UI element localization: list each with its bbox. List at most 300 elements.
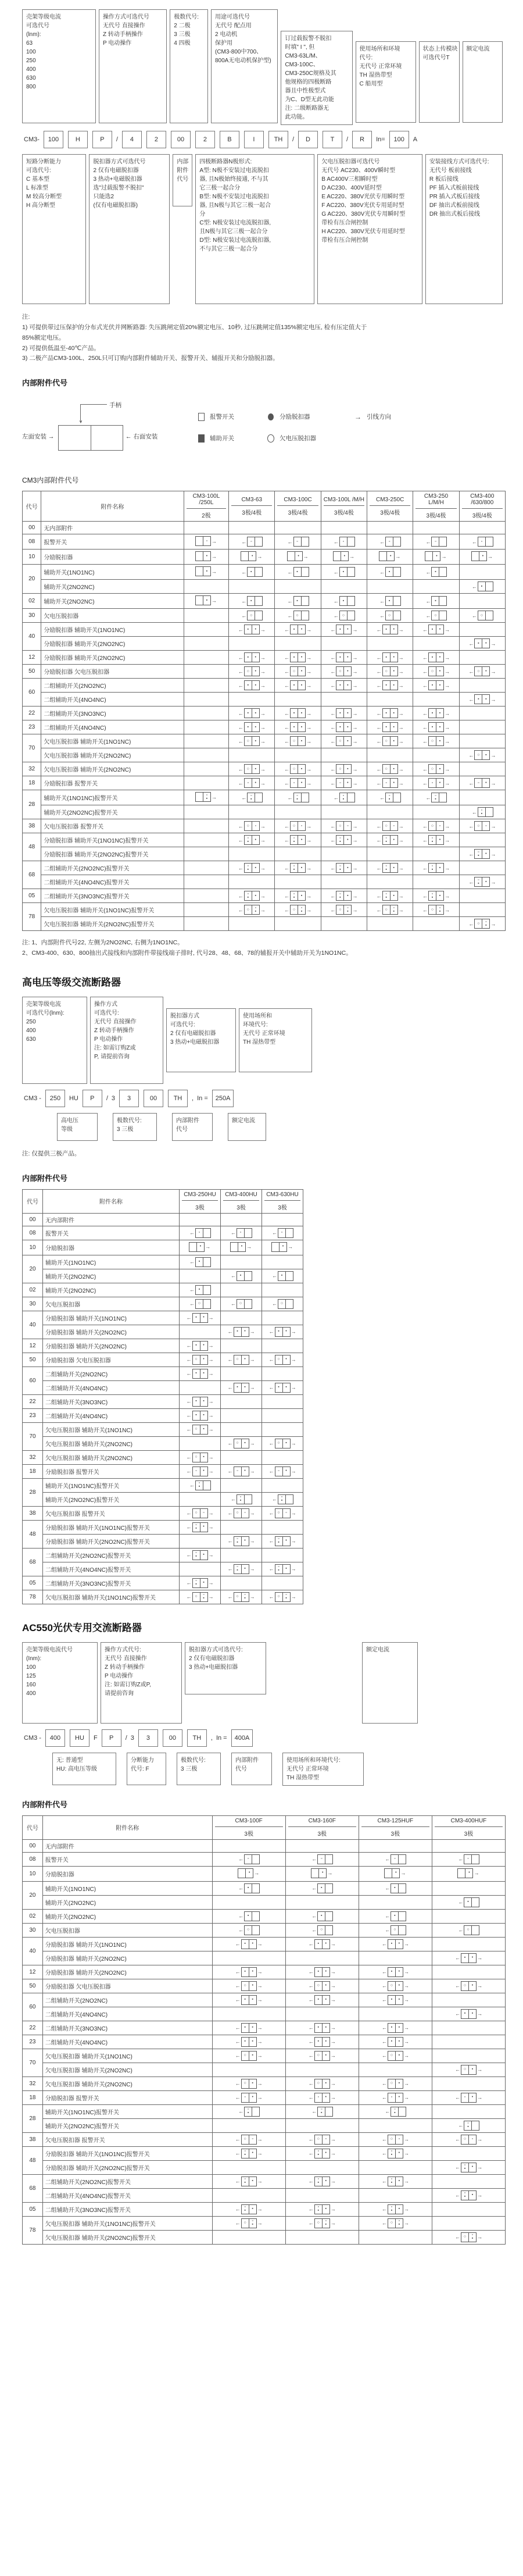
note-line: 3) 二极产品CM3-100L、250L只可订购内部附件辅助开关、报警开关、辅报开关和分励脱扣器。 xyxy=(22,355,279,362)
attachment-position-symbol: ← ▫ ▪ ▪ → xyxy=(235,2204,263,2214)
availability-cell xyxy=(432,2202,505,2216)
attachment-position-symbol: ← ▫ ▪ xyxy=(425,793,447,802)
availability-cell xyxy=(359,1866,432,1881)
attachment-position-symbol: ← ▫ • → xyxy=(329,778,358,788)
availability-cell xyxy=(212,1993,285,2007)
attachment-position-symbol: ← ▫ • → xyxy=(308,2093,336,2103)
attachment-position-symbol: ← ▫ xyxy=(384,1854,406,1864)
attachment-position-symbol: ← ▪ • → xyxy=(235,1939,263,1949)
internal-attachment-heading-3: 内部附件代号 xyxy=(22,1800,68,1809)
attachment-position-symbol: ← ○ ▪ → xyxy=(422,764,450,774)
availability-cell xyxy=(367,651,413,665)
section3-bottom-boxes xyxy=(22,1753,506,1786)
attachment-position-symbol: ← ○ • → xyxy=(235,1981,263,1991)
availability-cell xyxy=(359,1937,432,1951)
attachment-position-symbol: ← ▫ xyxy=(241,537,263,547)
model-code-cell-9: , xyxy=(210,1734,213,1742)
legend-item-3 xyxy=(196,434,266,443)
model-code-cell-0: 250 xyxy=(45,1090,65,1107)
table-row xyxy=(23,1562,303,1576)
attachment-position-symbol: ← ▪ xyxy=(384,1911,406,1921)
availability-cell xyxy=(459,833,505,847)
col-header-model-4: CM3-250C 3极/4极 xyxy=(367,491,413,522)
availability-cell xyxy=(321,580,367,594)
attachment-code: 23 xyxy=(23,720,41,734)
col-header-name: 附件名称 xyxy=(41,491,184,522)
availability-cell xyxy=(212,2049,285,2063)
table-row xyxy=(23,1353,303,1367)
availability-cell xyxy=(413,679,459,693)
availability-cell xyxy=(229,609,275,623)
attachment-position-symbol: ← ▪ xyxy=(333,567,355,577)
availability-cell xyxy=(459,805,505,819)
availability-cell xyxy=(229,665,275,679)
availability-cell xyxy=(367,875,413,889)
availability-cell xyxy=(285,2216,359,2230)
availability-cell xyxy=(359,2160,432,2174)
availability-cell xyxy=(212,1979,285,1993)
attachment-position-symbol: • → xyxy=(379,551,401,561)
attachment-position-symbol: • → xyxy=(471,551,493,561)
model-code-cell-16: In= xyxy=(376,136,385,143)
availability-cell xyxy=(180,1297,221,1311)
table-row xyxy=(23,1464,303,1478)
attachment-code: 78 xyxy=(23,1590,43,1604)
attachment-position-symbol: • → xyxy=(384,1868,406,1878)
availability-cell xyxy=(221,1226,262,1240)
attachment-name: 分励脱扣器 辅助开关(2NO2NC) xyxy=(41,651,184,665)
availability-cell xyxy=(285,1881,359,1895)
attachment-position-symbol: ← ▫ ▪ xyxy=(333,793,355,802)
availability-cell xyxy=(413,594,459,609)
availability-cell xyxy=(459,679,505,693)
availability-cell xyxy=(367,734,413,748)
table-row xyxy=(23,580,506,594)
availability-cell xyxy=(459,693,505,707)
attachment-position-symbol: ← ▫ ▪ xyxy=(379,793,401,802)
attachment-code: 60 xyxy=(23,1993,43,2021)
attachment-code: 05 xyxy=(23,1576,43,1590)
attachment-code: 70 xyxy=(23,734,41,762)
attachment-legend xyxy=(22,396,506,466)
attachment-name: 欠电压脱扣器 报警开关 xyxy=(41,819,184,833)
availability-cell xyxy=(262,1464,303,1478)
lead-direction-arrow-icon: → xyxy=(354,412,361,421)
availability-cell xyxy=(212,2104,285,2118)
attachment-position-symbol: ← ▫ ▪ ▪ → xyxy=(227,1564,256,1574)
attachment-name: 分励脱扣器 辅助开关(1NO1NC) xyxy=(41,623,184,637)
availability-cell xyxy=(367,637,413,651)
availability-cell xyxy=(275,790,321,805)
availability-cell xyxy=(212,1881,285,1895)
attachment-position-symbol: ← ▫ • → xyxy=(422,778,450,788)
attachment-code: 28 xyxy=(23,1478,43,1506)
availability-cell xyxy=(432,1937,505,1951)
availability-cell xyxy=(184,805,228,819)
attachment-code: 38 xyxy=(23,2132,43,2146)
attachment-name: 欠电压脱扣器 辅助开关(2NO2NC) xyxy=(41,762,184,776)
availability-cell xyxy=(359,2035,432,2049)
spec-box-s3-bottom-0: 无: 普通型 HU: 高电压等级 xyxy=(52,1753,116,1785)
attachment-position-symbol: ← ▪ • → xyxy=(376,652,404,662)
table-row xyxy=(23,762,506,776)
availability-cell xyxy=(229,776,275,790)
section3-model-line xyxy=(22,1729,506,1747)
attachment-code: 12 xyxy=(23,1965,43,1979)
model-code-cell-4: 4 xyxy=(122,131,142,148)
legend-item-1 xyxy=(266,412,353,421)
attachment-position-symbol: ← ○ ▫ → xyxy=(468,821,496,831)
attachment-position-symbol: ← ▫ ▪ • → xyxy=(268,1536,297,1546)
availability-cell xyxy=(321,707,367,720)
availability-cell xyxy=(285,1951,359,1965)
availability-cell xyxy=(359,2104,432,2118)
note-line: 85%额定电压。 xyxy=(22,334,65,341)
availability-cell xyxy=(262,1576,303,1590)
attachment-position-symbol: ← ○ • → xyxy=(186,1355,214,1365)
table-row xyxy=(23,1436,303,1450)
attachment-code: 68 xyxy=(23,1548,43,1576)
availability-cell xyxy=(285,2118,359,2132)
availability-cell xyxy=(229,637,275,651)
section2-bottom-boxes xyxy=(22,1113,506,1141)
table-row xyxy=(23,550,506,565)
attachment-position-symbol: ← ▪ xyxy=(189,1285,211,1295)
attachment-position-symbol: ← ○ ▪ → xyxy=(238,764,266,774)
availability-cell xyxy=(229,720,275,734)
attachment-position-symbol: ← ○ • → xyxy=(268,1355,297,1365)
availability-cell xyxy=(285,1993,359,2007)
attachment-position-symbol: ← ○ ▫ ▪ → xyxy=(238,905,266,915)
model-code-cell-14: / xyxy=(346,136,349,143)
availability-cell xyxy=(359,1965,432,1979)
spec-box-s2-bottom-3: 额定电流 xyxy=(228,1113,266,1141)
attachment-name: 二组辅助开关(2NO2NC)报警开关 xyxy=(43,1548,180,1562)
attachment-position-symbol: ← ▫ ▪ • → xyxy=(308,2149,336,2158)
attachment-name: 辅助开关(1NO1NC) xyxy=(43,1255,180,1269)
table-row xyxy=(23,1506,303,1520)
attachment-name: 欠电压脱扣器 xyxy=(41,609,184,623)
attachment-position-symbol: ← ▪ • → xyxy=(238,652,266,662)
availability-cell xyxy=(321,623,367,637)
section2-note: 注: 仅提供三极产品。 xyxy=(22,1150,81,1157)
availability-cell xyxy=(321,790,367,805)
attachment-name: 欠电压脱扣器 辅助开关(1NO1NC)报警开关 xyxy=(43,1590,180,1604)
table-row xyxy=(23,1255,303,1269)
attachment-name: 辅助开关(1NO1NC)报警开关 xyxy=(41,790,184,805)
availability-cell xyxy=(180,1436,221,1450)
attachment-position-symbol: ← ▪ • → xyxy=(422,652,450,662)
model-code-cell-2: F xyxy=(93,1734,98,1742)
attachment-position-symbol: ← ▪ xyxy=(425,596,447,606)
availability-cell xyxy=(229,550,275,565)
attachment-name: 欠电压脱扣器 辅助开关(2NO2NC)报警开关 xyxy=(42,2230,212,2244)
availability-cell xyxy=(180,1269,221,1283)
table-row xyxy=(23,1297,303,1311)
attachment-code: 08 xyxy=(23,1226,43,1240)
availability-cell xyxy=(359,2090,432,2104)
availability-cell xyxy=(275,623,321,637)
spec-box-s2-bottom-0: 高电压 等级 xyxy=(57,1113,98,1141)
attachment-code: 40 xyxy=(23,1311,43,1339)
spec-box-s2-top-2: 脱扣器方式 可选代号: 2 仅有电磁脱扣器 3 热动+电磁脱扣器 xyxy=(166,1008,236,1072)
attachment-name: 无内部附件 xyxy=(41,522,184,534)
attachment-code: 12 xyxy=(23,651,41,665)
availability-cell xyxy=(212,1839,285,1852)
attachment-position-symbol: ← ▫ xyxy=(333,537,355,547)
attachment-name: 二组辅助开关(2NO2NC)报警开关 xyxy=(41,861,184,875)
table-row xyxy=(23,1450,303,1464)
attachment-position-symbol: ← ○ xyxy=(271,1299,293,1309)
attachment-name: 欠电压脱扣器 辅助开关(2NO2NC)报警开关 xyxy=(41,917,184,931)
availability-cell xyxy=(184,623,228,637)
attachment-code: 48 xyxy=(23,2146,43,2174)
availability-cell xyxy=(359,2216,432,2230)
table-row xyxy=(23,1492,303,1506)
attachment-position-symbol: ← ▪ xyxy=(457,1897,479,1907)
table1-notes xyxy=(22,938,506,959)
legend-label: 引线方向 xyxy=(367,413,391,421)
model-code-cell-10: TH xyxy=(268,131,288,148)
attachment-name: 二组辅助开关(4NO4NC) xyxy=(43,1380,180,1394)
model-code-cell-4: 3 xyxy=(111,1094,116,1102)
attachment-position-symbol: ← ▪ ▪ → xyxy=(308,2037,336,2047)
availability-cell xyxy=(180,1339,221,1353)
attachment-position-symbol: • → xyxy=(238,1868,260,1878)
availability-cell xyxy=(262,1562,303,1576)
availability-cell xyxy=(359,2049,432,2063)
attachment-code: 48 xyxy=(23,1520,43,1548)
model-code-cell-5: 2 xyxy=(146,131,166,148)
attachment-code: 78 xyxy=(23,903,41,931)
availability-cell xyxy=(459,734,505,748)
table1-caption: CM3内部附件代号 xyxy=(22,476,79,485)
attachment-code: 10 xyxy=(23,550,41,565)
availability-cell xyxy=(459,707,505,720)
model-code-cell-8: , xyxy=(192,1094,194,1102)
availability-cell xyxy=(321,665,367,679)
attachment-code: 18 xyxy=(23,1464,43,1478)
attachment-position-symbol: ← ▫ ▪ ▪ → xyxy=(268,1564,297,1574)
availability-cell xyxy=(413,847,459,861)
col-header-code: 代号 xyxy=(23,1815,43,1839)
availability-cell xyxy=(285,2007,359,2021)
availability-cell xyxy=(432,1923,505,1937)
attachment-name: 欠电压脱扣器 报警开关 xyxy=(42,2132,212,2146)
model-code-cell-1: HU xyxy=(70,1729,89,1747)
attachment-position-symbol: ← ○ ▫ ▪ → xyxy=(227,1592,256,1602)
col-header-model-0: CM3-100F 3极 xyxy=(212,1815,285,1839)
availability-cell xyxy=(285,2049,359,2063)
availability-cell xyxy=(285,2174,359,2188)
availability-cell xyxy=(432,1993,505,2007)
attachment-name: 辅助开关(2NO2NC) xyxy=(43,1283,180,1297)
attachment-code-table xyxy=(22,491,506,931)
availability-cell xyxy=(184,748,228,762)
availability-cell xyxy=(413,623,459,637)
attachment-position-symbol: ← ▫ ▪ • → xyxy=(227,1536,256,1546)
availability-cell xyxy=(367,665,413,679)
table-row xyxy=(23,2132,506,2146)
availability-cell xyxy=(212,2174,285,2188)
col-header-model-2: CM3-630HU 3极 xyxy=(262,1189,303,1213)
spec-box-s1-top-0: 売架等级电流 可选代号 (lnm): 63 100 250 400 630 800 xyxy=(22,9,96,123)
availability-cell xyxy=(367,861,413,875)
availability-cell xyxy=(367,565,413,580)
attachment-position-symbol: ← ▫ ▪ ▪ → xyxy=(186,1550,214,1560)
table-row xyxy=(23,819,506,833)
breaker-mounting-diagram xyxy=(22,396,196,466)
attachment-position-symbol: ▪ → xyxy=(195,566,217,576)
availability-cell xyxy=(432,1895,505,1909)
attachment-code: 70 xyxy=(23,1422,43,1450)
attachment-position-symbol: ← ▫ xyxy=(287,537,309,547)
attachment-position-symbol: ← ▫ ▪ xyxy=(230,1494,252,1504)
availability-cell xyxy=(413,790,459,805)
attachment-position-symbol: ← ▪ xyxy=(287,567,309,577)
availability-cell xyxy=(359,1895,432,1909)
availability-cell xyxy=(367,805,413,819)
attachment-position-symbol: ← ▪ ▪ → xyxy=(329,708,358,718)
availability-cell xyxy=(285,2035,359,2049)
attachment-position-symbol: ← ▫ ▪ ▪ → xyxy=(422,863,450,873)
model-prefix: CM3 - xyxy=(24,1094,41,1102)
availability-cell xyxy=(221,1283,262,1297)
attachment-name: 辅助开关(1NO1NC) xyxy=(41,565,184,580)
attachment-position-symbol: ← ▫ ▪ ▪ → xyxy=(308,2177,336,2186)
attachment-position-symbol: ← ▫ ▪ ▪ → xyxy=(308,2204,336,2214)
availability-cell xyxy=(367,550,413,565)
attachment-position-symbol: ← ○ • → xyxy=(381,1981,410,1991)
attachment-position-symbol: ← ▫ ▪ ▪ → xyxy=(238,863,266,873)
table-row xyxy=(23,1408,303,1422)
availability-cell xyxy=(275,776,321,790)
attachment-position-symbol: ← ○ ▫ ▪ → xyxy=(381,2218,410,2228)
availability-cell xyxy=(285,1937,359,1951)
availability-cell xyxy=(367,889,413,903)
availability-cell xyxy=(184,565,228,580)
attachment-code: 20 xyxy=(23,565,41,594)
attachment-position-symbol: ← ▫ ▪ • → xyxy=(468,849,496,859)
availability-cell xyxy=(413,693,459,707)
availability-cell xyxy=(413,534,459,550)
availability-cell xyxy=(275,679,321,693)
availability-cell xyxy=(262,1213,303,1226)
attachment-name: 分励脱扣器 辅助开关(2NO2NC) xyxy=(43,1325,180,1339)
sq-fill-icon xyxy=(198,434,205,443)
attachment-position-symbol: ← ○ • → xyxy=(376,666,404,676)
table-row xyxy=(23,1923,506,1937)
availability-cell xyxy=(262,1297,303,1311)
availability-cell xyxy=(285,2104,359,2118)
attachment-position-symbol: ← ▪ xyxy=(271,1271,293,1281)
availability-cell xyxy=(432,2146,505,2160)
attachment-position-symbol: ← ▪ ▪ → xyxy=(422,708,450,718)
attachment-position-symbol: ← ▫ xyxy=(311,1854,333,1864)
attachment-position-symbol: • → xyxy=(241,551,263,561)
attachment-position-symbol: ← ○ ▪ → xyxy=(284,736,312,746)
attachment-position-symbol: ← ▫ • → xyxy=(238,778,266,788)
table-row xyxy=(23,917,506,931)
availability-cell xyxy=(221,1534,262,1548)
availability-cell xyxy=(221,1311,262,1325)
availability-cell xyxy=(262,1283,303,1297)
availability-cell xyxy=(212,2230,285,2244)
availability-cell xyxy=(413,762,459,776)
attachment-position-symbol: ← ▪ xyxy=(311,1911,333,1921)
attachment-position-symbol: ← ○ ▪ → xyxy=(329,764,358,774)
attachment-position-symbol: • → xyxy=(189,1242,211,1252)
availability-cell xyxy=(459,580,505,594)
availability-cell xyxy=(432,1909,505,1923)
availability-cell xyxy=(221,1450,262,1464)
attachment-name: 欠电压脱扣器 辅助开关(1NO1NC)报警开关 xyxy=(42,2216,212,2230)
table-row xyxy=(23,1979,506,1993)
availability-cell xyxy=(212,2118,285,2132)
availability-cell xyxy=(432,1979,505,1993)
availability-cell xyxy=(359,2146,432,2160)
attachment-position-symbol: ← ○ xyxy=(311,1925,333,1935)
spec-box-s2-bottom-1: 极数代号: 3 三极 xyxy=(113,1113,157,1141)
table-row xyxy=(23,1283,303,1297)
table-row xyxy=(23,1367,303,1380)
attachment-position-symbol: • → xyxy=(425,551,447,561)
availability-cell xyxy=(459,889,505,903)
attachment-name: 二组辅助开关(3NO3NC)报警开关 xyxy=(41,889,184,903)
attachment-position-symbol: ← ▪ xyxy=(333,596,355,606)
handle-pointer-line xyxy=(80,404,107,405)
availability-cell xyxy=(180,1325,221,1339)
availability-cell xyxy=(262,1478,303,1492)
attachment-position-symbol: ← ▫ ▪ ▪ → xyxy=(468,877,496,887)
availability-cell xyxy=(413,580,459,594)
availability-cell xyxy=(221,1353,262,1367)
availability-cell xyxy=(221,1255,262,1269)
availability-cell xyxy=(262,1394,303,1408)
attachment-name: 分励脱扣器 辅助开关(1NO1NC) xyxy=(43,1311,180,1325)
table-row xyxy=(23,1394,303,1408)
model-code-cell-10: In = xyxy=(216,1734,227,1742)
model-code-cell-12: D xyxy=(298,131,318,148)
table-row xyxy=(23,2077,506,2090)
attachment-position-symbol: ← ▫ ▪ ▪ → xyxy=(238,891,266,901)
attachment-position-symbol: ← ○ xyxy=(471,611,493,620)
section1-notes xyxy=(22,312,506,364)
attachment-position-symbol: ← ○ ▫ ▪ → xyxy=(329,905,358,915)
availability-cell xyxy=(285,1965,359,1979)
attachment-name: 二组辅助开关(3NO3NC) xyxy=(42,2021,212,2035)
availability-cell xyxy=(184,580,228,594)
attachment-position-symbol: ← ▫ ▪ • → xyxy=(329,835,358,845)
availability-cell xyxy=(413,903,459,917)
availability-cell xyxy=(221,1492,262,1506)
attachment-name: 分励脱扣器 报警开关 xyxy=(43,1464,180,1478)
attachment-code: 32 xyxy=(23,762,41,776)
table-row xyxy=(23,720,506,734)
attachment-position-symbol: ← ▪ ▪ → xyxy=(268,1383,297,1393)
availability-cell xyxy=(432,2188,505,2202)
attachment-name: 二组辅助开关(4NO4NC)报警开关 xyxy=(43,1562,180,1576)
attachment-position-symbol: ← ▪ xyxy=(471,581,493,591)
availability-cell xyxy=(275,720,321,734)
availability-cell xyxy=(262,1240,303,1255)
attachment-name: 辅助开关(2NO2NC) xyxy=(42,1895,212,1909)
availability-cell xyxy=(212,1852,285,1866)
attachment-position-symbol: ← ▪ ▪ → xyxy=(308,1995,336,2005)
availability-cell xyxy=(413,917,459,931)
availability-cell xyxy=(432,2090,505,2104)
availability-cell xyxy=(359,2174,432,2188)
